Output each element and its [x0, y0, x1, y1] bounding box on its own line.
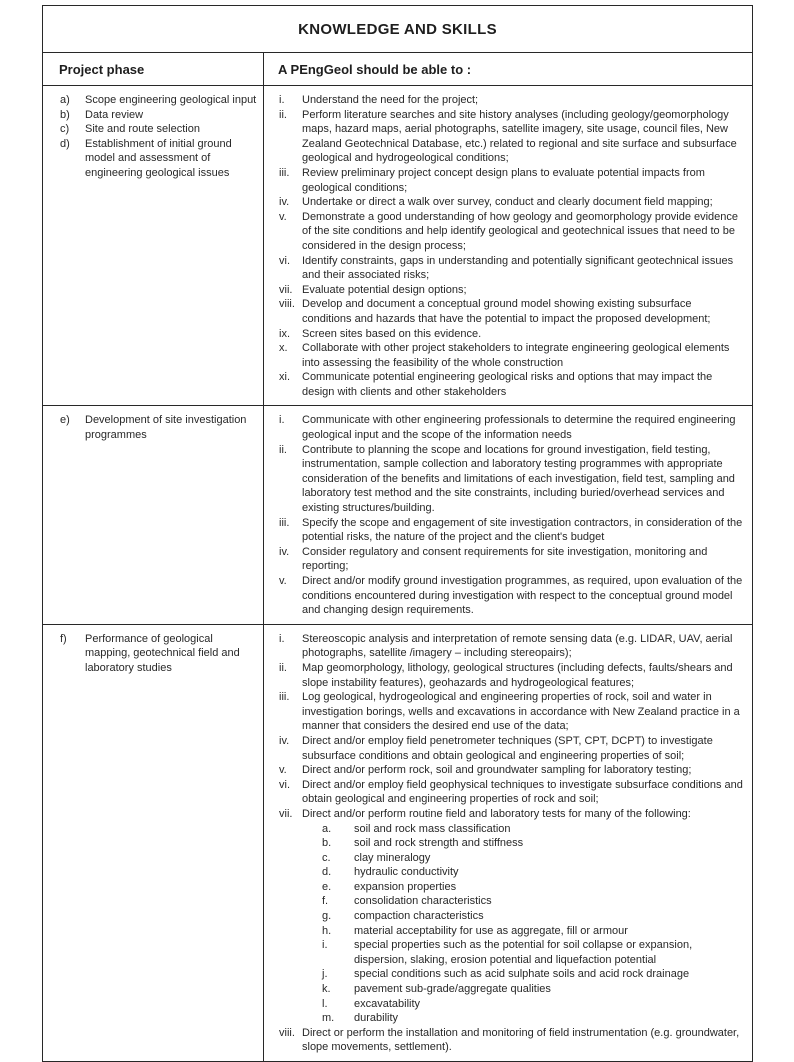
sub-item-label: g. [322, 910, 332, 923]
sub-item-label: h. [322, 924, 332, 937]
sub-item-text: hydraulic conductivity [354, 866, 459, 879]
abilities-cell [264, 406, 752, 623]
knowledge-skills-table [42, 5, 753, 1062]
abilities-cell [264, 625, 752, 1061]
skill-label: iii. [279, 691, 290, 704]
skill-sub-item [322, 836, 744, 851]
phase-item [60, 632, 257, 676]
skill-text: Stereoscopic analysis and interpretation of remote sensing data (e.g. LIDAR, UAV, aerial photographs, satellite /imagery – including stereopairs); [302, 632, 733, 660]
skill-body [302, 297, 744, 326]
skill-body [302, 254, 744, 283]
skill-text: Screen sites based on this evidence. [302, 327, 482, 340]
skill-item [279, 778, 744, 807]
skill-item [279, 734, 744, 763]
skill-text: Direct and/or employ field penetrometer techniques (SPT, CPT, DCPT) to investigate subsurface conditions and obtain geological and engineering properties of soil; [302, 734, 713, 762]
sub-item-label: f. [322, 895, 329, 908]
skill-text: Undertake or direct a walk over survey, conduct and clearly document field mapping; [302, 196, 713, 209]
sub-item-text: durability [354, 1012, 399, 1025]
skill-text: Direct and/or modify ground investigation programmes, as required, upon evaluation of the conditions encountered during investigation with respect to the conceptual ground model and changing design requirements. [302, 575, 743, 617]
skill-sub-item [322, 865, 744, 880]
sub-item-label: l. [322, 997, 328, 1010]
skill-item [279, 283, 744, 298]
skill-label: vi. [279, 778, 290, 791]
skill-body [302, 166, 744, 195]
phase-label: d) [60, 137, 70, 150]
sub-item-label: b. [322, 837, 332, 850]
skill-body [302, 195, 744, 210]
skill-text: Log geological, hydrogeological and engineering properties of rock, soil and water in investigation borings, wells and excavations in accordance with New Zealand practice in a manner that considers the desired end use of the data; [302, 691, 740, 733]
skill-item [279, 574, 744, 618]
skill-text: Direct and/or employ field geophysical techniques to investigate subsurface conditions and obtain geological and engineering properties of rock and soil; [302, 778, 743, 806]
skill-text: Communicate with other engineering professionals to determine the required engineering geological input and the scope of the information needs [302, 414, 736, 442]
phase-label: e) [60, 414, 70, 427]
skill-body [302, 661, 744, 690]
skill-label: vii. [279, 283, 293, 296]
skill-body [302, 545, 744, 574]
skill-label: iii. [279, 516, 290, 529]
skill-sub-item [322, 924, 744, 939]
phase-label: a) [60, 94, 70, 106]
sub-item-label: d. [322, 866, 332, 879]
phase-item [60, 122, 257, 137]
skill-body [302, 210, 744, 254]
skill-body [302, 413, 744, 442]
table-body [43, 86, 752, 1061]
skill-item [279, 254, 744, 283]
skill-body [302, 734, 744, 763]
skill-body [302, 574, 744, 618]
phase-text: Data review [85, 108, 144, 121]
skill-item [279, 195, 744, 210]
sub-item-text: expansion properties [354, 880, 457, 893]
skill-text: Understand the need for the project; [302, 94, 479, 106]
skill-item [279, 413, 744, 442]
abilities-cell [264, 86, 752, 405]
skill-text: Communicate potential engineering geological risks and options that may impact the design with clients and other stakeholders [302, 371, 713, 398]
skill-text: Review preliminary project concept design plans to evaluate potential impacts from geological conditions; [302, 166, 705, 194]
skill-text: Specify the scope and engagement of site investigation contractors, in consideration of the potential risks, the nature of the project and the client's budget [302, 516, 743, 544]
skill-label: iv. [279, 734, 290, 747]
skill-item [279, 327, 744, 342]
skill-label: vi. [279, 254, 290, 267]
skill-body [302, 108, 744, 166]
phase-item [60, 413, 257, 442]
skill-body [302, 763, 744, 778]
skill-body [302, 93, 744, 108]
skill-label: i. [279, 94, 285, 106]
skill-body [302, 370, 744, 399]
skill-label: v. [279, 575, 287, 587]
skill-text: Evaluate potential design options; [302, 283, 467, 296]
phase-label: f) [60, 632, 67, 645]
skill-sub-item [322, 1011, 744, 1026]
skill-body [302, 341, 744, 370]
phase-item [60, 93, 257, 108]
phase-item [60, 137, 257, 181]
table-row [43, 406, 752, 624]
skill-body [302, 283, 744, 298]
skill-sub-item [322, 822, 744, 837]
skill-body [302, 1026, 744, 1055]
table-row [43, 625, 752, 1061]
skill-sub-item [322, 894, 744, 909]
skill-item [279, 632, 744, 661]
skill-label: xi. [279, 371, 290, 384]
sub-item-label: c. [322, 851, 331, 864]
column-header-project-phase: Project phase [43, 53, 264, 85]
phase-text: Performance of geological mapping, geotechnical field and laboratory studies [85, 632, 240, 674]
skill-item [279, 341, 744, 370]
skill-item [279, 210, 744, 254]
skill-sub-item [322, 982, 744, 997]
skill-item [279, 108, 744, 166]
skill-label: x. [279, 342, 288, 355]
sub-item-text: compaction characteristics [354, 910, 484, 923]
skill-body [302, 327, 744, 342]
sub-item-label: j. [322, 968, 328, 981]
phase-label: b) [60, 108, 70, 121]
skill-label: iv. [279, 196, 290, 209]
skill-item [279, 545, 744, 574]
skill-item [279, 661, 744, 690]
skill-label: vii. [279, 807, 293, 820]
table-header-row [43, 53, 752, 86]
skill-label: v. [279, 764, 287, 777]
skill-body [302, 516, 744, 545]
sub-item-text: pavement sub-grade/aggregate qualities [354, 983, 551, 996]
skill-body [302, 443, 744, 516]
sub-item-text: special properties such as the potential for soil collapse or expansion, dispersion, slaking, erosion potential and liquefaction potential [354, 939, 693, 966]
skill-text: Contribute to planning the scope and locations for ground investigation, field testing, instrumentation, sample collection and laboratory testing programmes with appropriate consideration of the benefits and limitations of each investigation, field test, sampling and laboratory test method and the site constraints, including buried/overhead services and existing structures/building. [302, 443, 735, 515]
skill-label: ix. [279, 327, 290, 340]
skill-sub-item [322, 880, 744, 895]
table-row [43, 86, 752, 406]
table-title: KNOWLEDGE AND SKILLS [298, 20, 497, 38]
project-phase-cell [43, 86, 264, 405]
skill-body [302, 778, 744, 807]
skill-text: Consider regulatory and consent requirements for site investigation, monitoring and reporting; [302, 545, 708, 573]
skill-text: Collaborate with other project stakeholders to integrate engineering geological elements into assessing the feasibility of the whole construction [302, 342, 730, 369]
skill-label: i. [279, 632, 285, 645]
column-header-abilities: A PEngGeol should be able to : [278, 62, 472, 77]
sub-item-text: soil and rock mass classification [354, 822, 511, 835]
skill-label: ii. [279, 443, 287, 456]
sub-item-label: a. [322, 822, 332, 835]
skill-sub-item [322, 909, 744, 924]
skill-label: viii. [279, 298, 295, 311]
skill-item [279, 166, 744, 195]
phase-label: c) [60, 123, 70, 136]
skill-label: iv. [279, 545, 290, 558]
skill-sub-item [322, 997, 744, 1012]
skill-text: Demonstrate a good understanding of how geology and geomorphology provide evidence of the site conditions and help identify geological and geotechnical issues that need to be considered in the design process; [302, 210, 739, 252]
skill-label: iii. [279, 166, 290, 179]
skill-item [279, 1026, 744, 1055]
skill-item [279, 690, 744, 734]
skill-text: Direct or perform the installation and monitoring of field instrumentation (e.g. groundwater, slope movements, settlement). [302, 1026, 740, 1054]
sub-item-text: excavatability [354, 997, 421, 1010]
sub-item-text: clay mineralogy [354, 851, 431, 864]
skill-text: Perform literature searches and site history analyses (including geology/geomorphology maps, hazard maps, aerial photographs, satellite imagery, site usage, council files, New Zealand Geotechnical Database, etc.) related to regional and site surface and subsurface geological and hydrogeological conditions; [302, 108, 737, 165]
skill-text: Identify constraints, gaps in understanding and potentially significant geotechnical issues and their associated risks; [302, 254, 734, 282]
sub-item-label: m. [322, 1012, 335, 1025]
skill-item [279, 807, 744, 1026]
skill-text: Develop and document a conceptual ground model showing existing subsurface conditions and hazards that have the potential to impact the proposed development; [302, 298, 711, 325]
phase-text: Development of site investigation programmes [85, 414, 247, 442]
skill-label: v. [279, 210, 287, 223]
skill-item [279, 297, 744, 326]
skill-item [279, 763, 744, 778]
phase-text: Establishment of initial ground model and assessment of engineering geological issues [85, 137, 232, 179]
project-phase-cell [43, 625, 264, 1061]
sub-item-text: soil and rock strength and stiffness [354, 837, 524, 850]
sub-item-text: special conditions such as acid sulphate soils and acid rock drainage [354, 968, 690, 981]
skill-label: i. [279, 414, 285, 427]
sub-item-text: consolidation characteristics [354, 895, 492, 908]
phase-item [60, 108, 257, 123]
skill-item [279, 93, 744, 108]
sub-item-label: k. [322, 983, 331, 996]
skill-item [279, 370, 744, 399]
sub-item-label: i. [322, 939, 328, 952]
skill-sub-item [322, 851, 744, 866]
skill-label: viii. [279, 1026, 295, 1039]
phase-text: Scope engineering geological input [85, 94, 257, 106]
sub-item-text: material acceptability for use as aggregate, fill or armour [354, 924, 628, 937]
project-phase-cell [43, 406, 264, 623]
skill-label: ii. [279, 108, 287, 121]
skill-body [302, 807, 744, 1026]
skill-text: Direct and/or perform rock, soil and groundwater sampling for laboratory testing; [302, 764, 692, 777]
skill-item [279, 443, 744, 516]
skill-sub-item [322, 938, 744, 967]
sub-item-label: e. [322, 880, 332, 893]
table-title-row [43, 6, 752, 53]
skill-body [302, 632, 744, 661]
skill-sub-item [322, 967, 744, 982]
phase-text: Site and route selection [85, 123, 200, 136]
skill-body [302, 690, 744, 734]
skill-item [279, 516, 744, 545]
skill-label: ii. [279, 661, 287, 674]
skill-text: Map geomorphology, lithology, geological structures (including defects, faults/shears and slope instability features), geohazards and hydrogeological features; [302, 661, 733, 689]
skill-text: Direct and/or perform routine field and laboratory tests for many of the following: [302, 807, 691, 820]
